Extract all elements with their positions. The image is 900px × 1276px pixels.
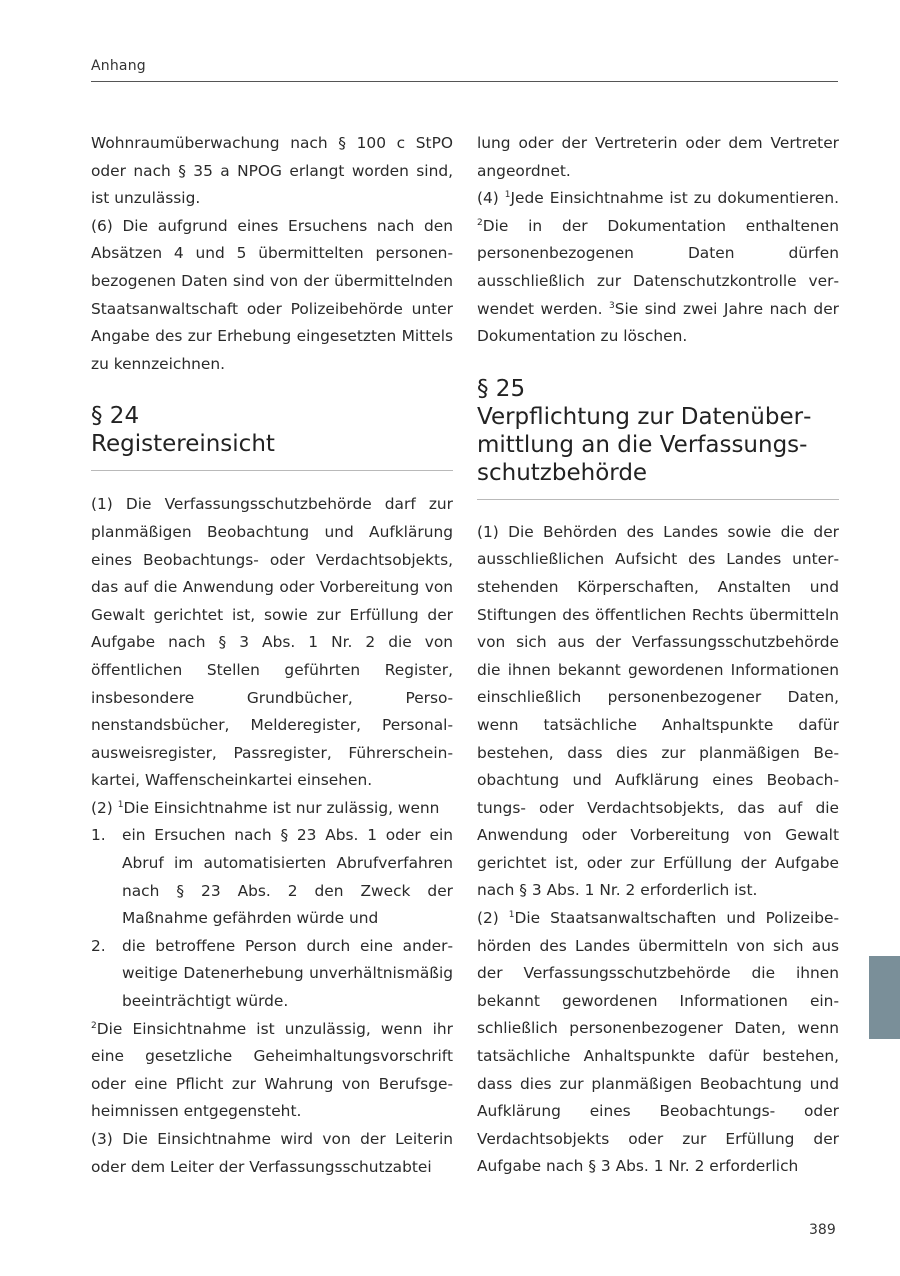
sentence-number: 3 [609,300,615,311]
sentence-number: 1 [508,910,515,921]
section-25-para-2 [477,905,839,1181]
right-continuation-text: lung oder der Vertreterin oder dem Vertreter angeordnet. [477,134,839,180]
para-2-intro-text: Die Einsichtnahme ist nur zulässig, wenn [123,798,440,817]
section-24-para-2-sentence-2 [91,1016,453,1126]
section-24-para-3: (3) Die Einsichtnahme wird von der Leiterin oder dem Leiter der Verfassungsschutzabtei [91,1130,453,1176]
list-item-number: 1. [91,826,106,845]
page-number: 389 [809,1222,836,1238]
para-2-prefix: (2) [91,798,118,817]
para-2-prefix: (2) [477,909,509,928]
list-item-text: ein Ersuchen nach § 23 Abs. 1 oder ein Abruf im automatisierten Abrufverfahren nach § 23 Abs. 2 den Zweck der Maßnahme gefährden würde und [122,826,453,928]
list-item [91,822,453,932]
list-item-number: 2. [91,936,106,955]
sentence-number: 1 [504,190,511,201]
section-25-para-1: (1) Die Behörden des Landes sowie die der ausschließlichen Aufsicht des Landes unterstehenden Körperschaften, Anstalten und Stiftungen des öffentlichen Rechts übermitteln von sich aus der Verfassungsschutzbehörde die ihnen bekannt gewordenen Informationen einschließlich personenbezogener Daten, wenn tatsächliche Anhaltspunkte dafür bestehen, dass dies zur planmäßigen Beobachtung und Aufklärung eines Beobachtungs- oder Verdachtsobjekts, das auf die Anwendung oder Vorbereitung von Gewalt gerichtet ist, oder zur Erfüllung der Aufgabe nach § 3 Abs. 1 Nr. 2 erforderlich ist. [477,522,839,900]
chapter-thumb-tab [869,956,900,1039]
left-column [91,130,453,1181]
left-intro-text: Wohnraumüberwachung nach § 100 c StPO oder nach § 35 a NPOG erlangt worden sind, ist unzulässig. [91,134,453,208]
condition-list [91,822,453,1015]
section-24-para-1: (1) Die Verfassungsschutzbehörde darf zur planmäßigen Beobachtung und Aufklärung eines Beobachtungs- oder Verdachtsobjekts, das auf die Anwendung oder Vorbereitung von Gewalt gerichtet ist, sowie zur Erfüllung der Aufgabe nach § 3 Abs. 1 Nr. 2 die von öffentlichen Stellen geführten Register, insbesondere Grundbücher, Personenstandsbücher, Melderegister, Personalausweisregister, Passregister, Führerscheinkartei, Waffenscheinkartei einsehen. [91,495,453,790]
section-24-rule [91,470,453,471]
section-25-title: Verpflichtung zur Datenübermittlung an die Verfassungsschutzbehörde [477,403,812,486]
para-4-sentence-1: Jede Einsichtnahme ist zu dokumentieren. [510,189,839,208]
para-4-sentence-3: Sie sind zwei Jahre nach der Dokumentation zu löschen. [477,299,840,346]
para-6: (6) Die aufgrund eines Ersuchens nach den Absätzen 4 und 5 übermittelten personenbezogenen Daten sind von der übermittelnden Staatsanwaltschaft oder Polizeibehörde unter Angabe des zur Erhebung eingesetzten Mittels zu kennzeichnen. [91,216,453,373]
sentence-2-text: Die Einsichtnahme ist unzulässig, wenn ihr eine gesetzliche Geheimhaltungsvorschrift oder eine Pflicht zur Wahrung von Berufsgeheimnissen entgegensteht. [91,1019,453,1121]
para-4 [477,185,839,351]
section-24-para-2-intro [91,795,453,823]
para-4-sentence-2: Die in der Dokumentation enthaltenen personenbezogenen Daten dürfen ausschließlich zur Datenschutzkontrolle verwendet werden. [477,216,839,318]
header-rule [91,81,838,82]
right-column [477,130,839,1181]
section-25-heading [477,375,839,487]
section-24-title: Registereinsicht [91,431,275,458]
list-item [91,933,453,1016]
sentence-number: 2 [91,1020,97,1031]
section-24-heading [91,402,453,458]
para-4-prefix: (4) [477,189,505,208]
section-24-number: § 24 [91,403,140,430]
section-25-rule [477,499,839,500]
sentence-number: 1 [117,799,124,810]
sentence-number: 2 [477,217,483,228]
list-item-text: die betroffene Person durch eine anderweitige Datenerhebung unverhältnismäßig beeinträchtigt würde. [122,936,453,1011]
section-25-number: § 25 [477,375,526,402]
running-header: Anhang [91,58,146,74]
section-25-para-2-text: Die Staatsanwaltschaften und Polizeibehörden des Landes übermitteln von sich aus der Verfassungsschutzbehörde die ihnen bekannt gewordenen Informationen einschließlich personenbezogener Daten, wenn tatsächliche Anhaltspunkte dafür bestehen, dass dies zur planmäßigen Beobachtung und Aufklärung eines Beobachtungs- oder Verdachtsobjekts oder zur Erfüllung der Aufgabe nach § 3 Abs. 1 Nr. 2 erforderlich [477,909,839,1176]
